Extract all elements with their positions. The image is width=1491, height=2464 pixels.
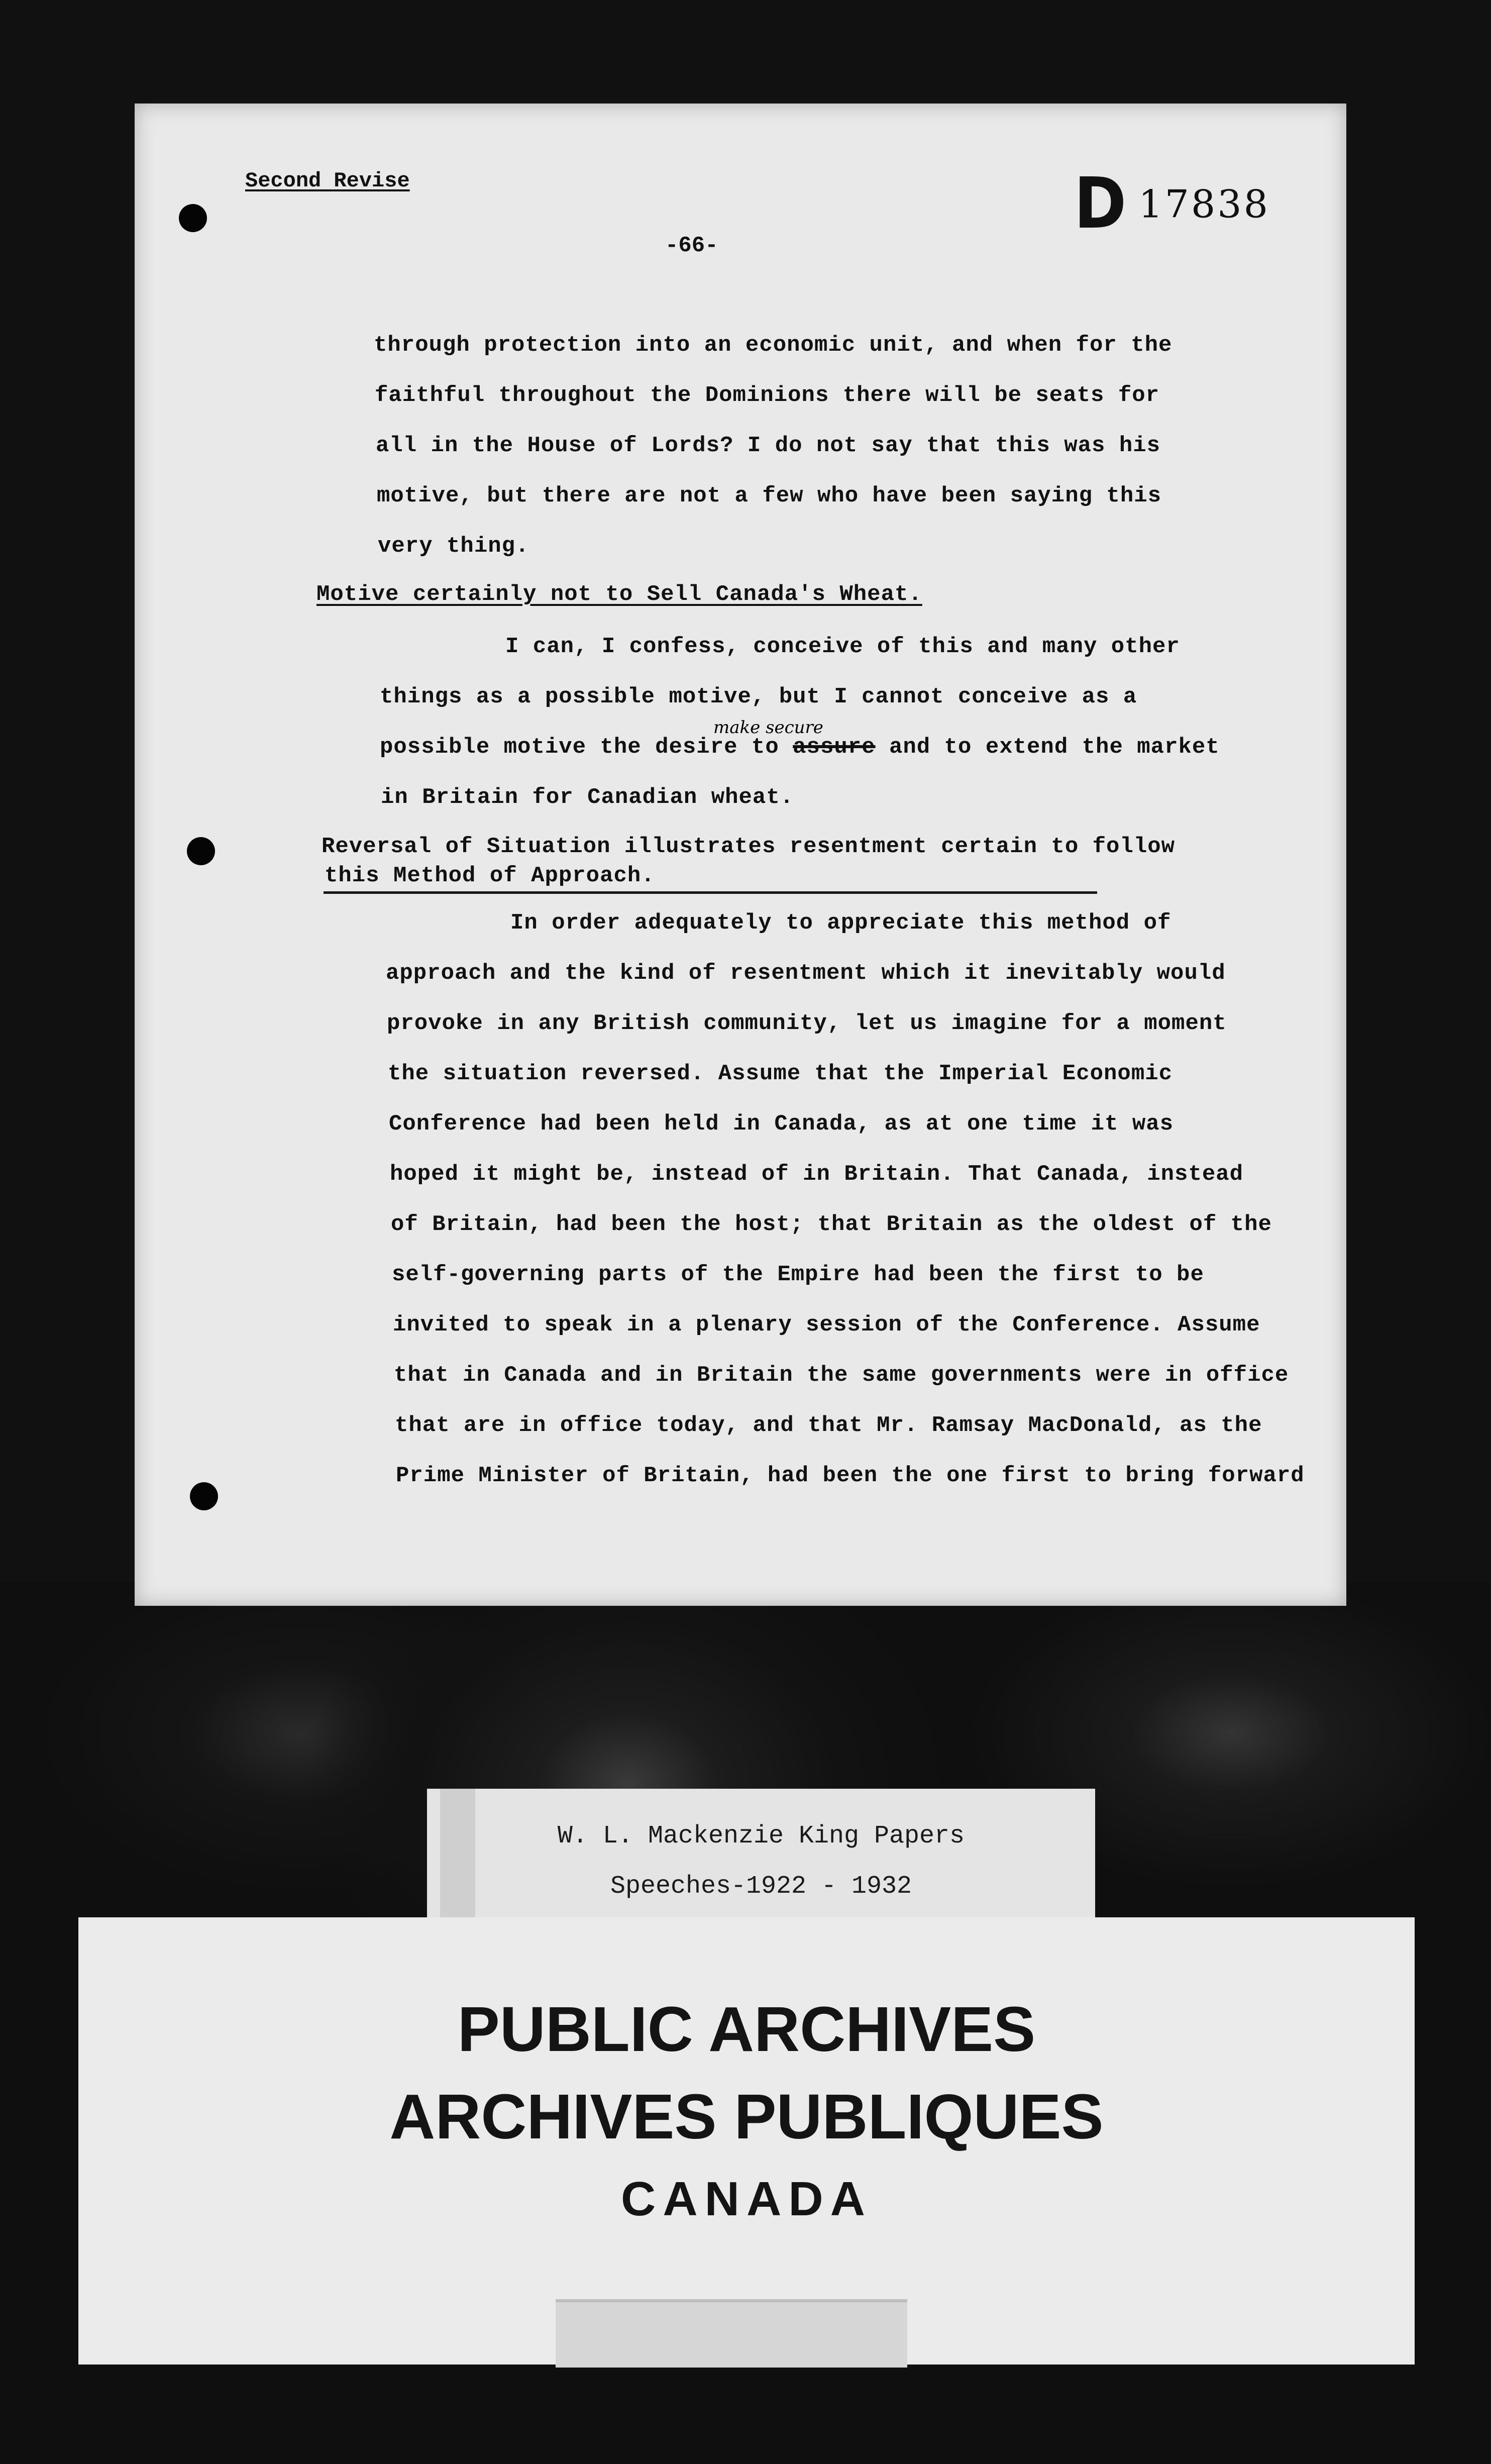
document-page <box>135 104 1346 1606</box>
archives-label <box>78 1917 1415 2365</box>
page-number: -66- <box>665 233 718 258</box>
body-line: motive, but there are not a few who have been saying this <box>377 483 1162 508</box>
heading-underline <box>324 891 1097 894</box>
reference-number: 17838 <box>1138 181 1270 227</box>
reference-stamp <box>1071 163 1270 245</box>
body-line: provoke in any British community, let us imagine for a moment <box>387 1011 1227 1036</box>
body-line: in Britain for Canadian wheat. <box>381 785 794 810</box>
punch-hole-top <box>179 204 207 232</box>
handwritten-correction: make secure <box>713 717 823 738</box>
body-text: and to extend the market <box>875 735 1220 760</box>
punch-hole-middle <box>187 837 215 865</box>
body-line: I can, I confess, conceive of this and many other <box>505 634 1180 659</box>
body-line: approach and the kind of resentment which it inevitably would <box>386 961 1226 986</box>
body-line: that are in office today, and that Mr. Ramsay MacDonald, as the <box>395 1413 1262 1438</box>
body-line: the situation reversed. Assume that the Imperial Economic <box>388 1061 1173 1086</box>
body-line: hoped it might be, instead of in Britain. That Canada, instead <box>390 1162 1244 1187</box>
body-line: invited to speak in a plenary session of the Conference. Assume <box>393 1312 1260 1338</box>
body-text: possible motive the desire to <box>380 735 793 760</box>
body-line: all in the House of Lords? I do not say that this was his <box>376 433 1161 458</box>
body-line-corrected <box>380 735 1220 760</box>
archives-title-french: ARCHIVES PUBLIQUES <box>389 2081 1104 2152</box>
archives-title-english: PUBLIC ARCHIVES <box>457 1994 1036 2065</box>
punch-hole-bottom <box>190 1482 218 1510</box>
section-heading: Reversal of Situation illustrates resentment certain to follow <box>322 834 1176 859</box>
reference-letter: D <box>1074 163 1127 245</box>
body-line: through protection into an economic unit, and when for the <box>374 333 1173 358</box>
collection-name: W. L. Mackenzie King Papers <box>557 1822 965 1851</box>
body-line: of Britain, had been the host; that Britain as the oldest of the <box>391 1212 1272 1237</box>
body-line: things as a possible motive, but I cannot conceive as a <box>380 684 1137 709</box>
body-line: Conference had been held in Canada, as at one time it was <box>389 1111 1174 1137</box>
collection-series: Speeches-1922 - 1932 <box>610 1872 912 1901</box>
struck-word: assure <box>793 735 876 760</box>
body-line: self-governing parts of the Empire had been the first to be <box>392 1262 1204 1287</box>
revision-label: Second Revise <box>245 169 410 193</box>
body-line: very thing. <box>378 534 529 559</box>
body-line: faithful throughout the Dominions there will be seats for <box>375 383 1160 408</box>
section-heading <box>316 582 922 607</box>
archives-country: CANADA <box>621 2172 872 2226</box>
label-tab <box>556 2299 907 2368</box>
section-heading-text: Motive certainly not to Sell Canada's Wheat. <box>316 582 922 607</box>
body-line: Prime Minister of Britain, had been the one first to bring forward <box>396 1463 1305 1488</box>
section-heading: this Method of Approach. <box>325 863 655 888</box>
body-line: that in Canada and in Britain the same governments were in office <box>394 1363 1289 1388</box>
body-line: In order adequately to appreciate this method of <box>510 910 1172 936</box>
